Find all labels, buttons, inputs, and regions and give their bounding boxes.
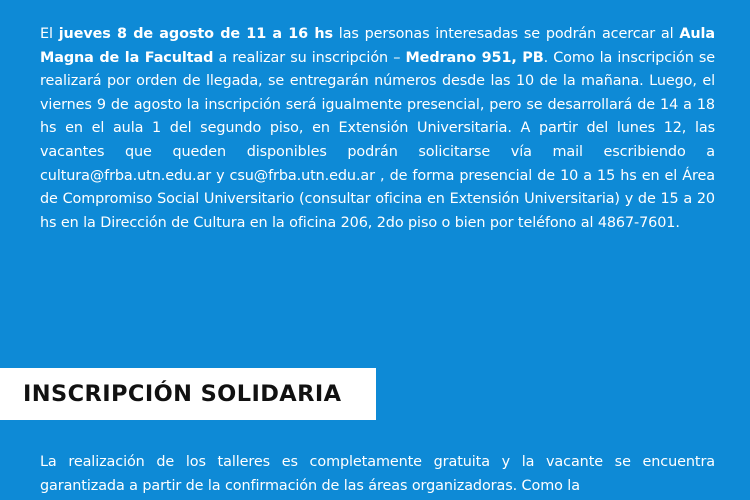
section-banner [0, 368, 376, 420]
intro-text-3: a realizar su inscripción – [213, 49, 406, 66]
intro-address-highlight: Medrano 951, PB [405, 49, 544, 66]
intro-venue-highlight: Aula Magna de la Facultad [40, 26, 715, 66]
intro-text-4: . Como la inscripción se realizará por orden de llegada, se entregarán números desde las 10 de la mañana. Luego, el viernes 9 de agosto la inscripción será igualmente presencial, pero se desarrollará de 14 a 18 hs en el aula 1 del segundo piso, en Extensión Universitaria. A partir del lunes 12, las vacantes que queden disponibles podrán solicitarse vía mail escribiendo a cultura@frba.utn.edu.ar y csu@frba.utn.edu.ar , de forma presencial de 10 a 15 hs en el Área de Compromiso Social Universitario (consultar oficina en Extensión Universitaria) y de 15 a 20 hs en la Dirección de Cultura en la oficina 206, 2do piso o bien por teléfono al 4867-7601. [40, 49, 715, 231]
section-title: INSCRIPCIÓN SOLIDARIA [23, 381, 342, 407]
intro-date-highlight: jueves 8 de agosto de 11 a 16 hs [58, 26, 333, 42]
intro-text-2: las personas interesadas se podrán acercar al [332, 26, 680, 42]
intro-text-1: El [40, 26, 59, 42]
solidaria-paragraph: La realización de los talleres es completamente gratuita y la vacante se encuentra garantizada a partir de la confirmación de las áreas organizadoras. Como la [40, 454, 715, 494]
intro-paragraph [40, 23, 715, 235]
